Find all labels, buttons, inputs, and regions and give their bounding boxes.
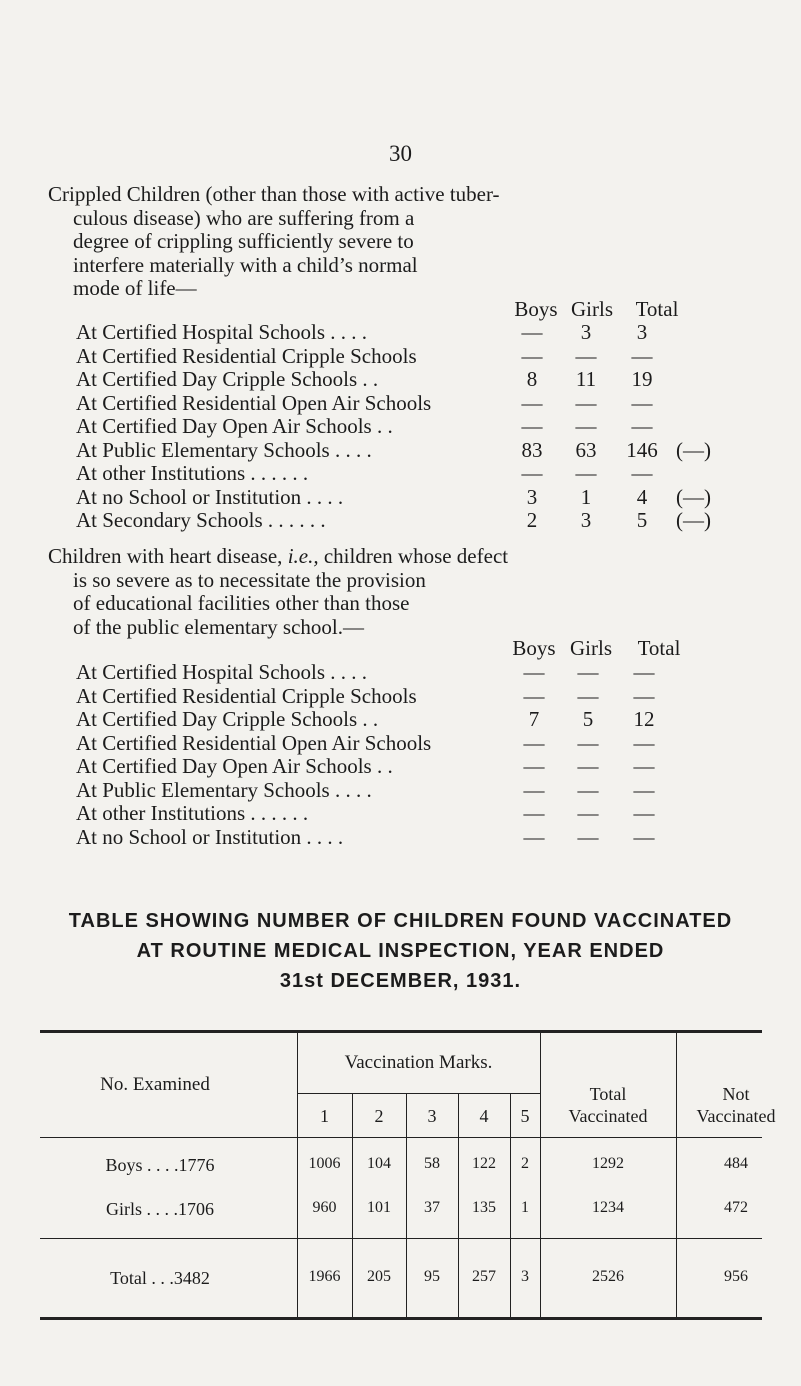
girls-value: 11 xyxy=(575,367,597,391)
boys-value: 8 xyxy=(526,367,538,391)
row-label: At Certified Hospital Schools . . . . xyxy=(76,660,368,684)
total-value: 146 xyxy=(626,437,658,462)
girls-value: — xyxy=(575,343,597,368)
mark-5-value: 3 xyxy=(521,1268,529,1285)
boys-value: 3 xyxy=(526,484,538,509)
boys-value: 83 xyxy=(521,437,543,462)
row-label: At Public Elementary Schools . . . . xyxy=(76,437,372,462)
girls-value: — xyxy=(577,824,599,849)
total-value: — xyxy=(633,730,655,755)
mark-1-value: 1966 xyxy=(308,1268,341,1285)
not-vaccinated-value: 472 xyxy=(724,1199,748,1216)
mark-5-value: 2 xyxy=(521,1155,529,1172)
row-label: At no School or Institution . . . . xyxy=(76,484,344,509)
row-label: At Secondary Schools . . . . . . xyxy=(76,508,326,532)
row-label: At Certified Day Cripple Schools . . xyxy=(76,367,379,391)
bracket-value: (—) xyxy=(676,484,711,509)
row-label: At other Institutions . . . . . . xyxy=(76,461,309,485)
girls-value: — xyxy=(577,660,599,684)
intro-line: of the public elementary school.— xyxy=(73,614,364,639)
boys-value: — xyxy=(523,730,545,755)
boys-value: — xyxy=(521,461,543,485)
header-total-vaccinated-1: Total xyxy=(589,1084,627,1104)
boys-value: — xyxy=(523,683,545,708)
girls-value: — xyxy=(577,801,599,825)
total-value: — xyxy=(633,824,655,849)
total-value: — xyxy=(633,754,655,778)
total-value: — xyxy=(631,414,653,438)
total-value: 4 xyxy=(636,484,648,509)
total-value: 5 xyxy=(636,508,648,532)
girls-value: — xyxy=(577,730,599,755)
heart-disease-intro xyxy=(48,545,748,639)
total-value: 19 xyxy=(631,367,653,391)
row-label: Girls . . . .1706 xyxy=(106,1199,214,1219)
row-label: At no School or Institution . . . . xyxy=(76,824,344,849)
boys-value: — xyxy=(523,824,545,849)
mark-3-value: 37 xyxy=(424,1199,440,1216)
total-vaccinated-value: 1234 xyxy=(592,1199,624,1216)
page-number: 30 xyxy=(389,141,412,166)
header-not-vaccinated-2: Vaccinated xyxy=(696,1106,776,1126)
row-label: At Public Elementary Schools . . . . xyxy=(76,777,372,802)
header-mark-5: 5 xyxy=(520,1106,530,1126)
boys-value: 2 xyxy=(526,508,538,532)
row-label: Boys . . . .1776 xyxy=(105,1155,215,1175)
mark-4-value: 135 xyxy=(472,1199,496,1216)
total-vaccinated-value: 1292 xyxy=(592,1155,624,1172)
header-mark-3: 3 xyxy=(427,1106,437,1126)
total-value: — xyxy=(633,683,655,708)
col-header-boys: Boys xyxy=(512,636,556,660)
row-label: Total . . .3482 xyxy=(110,1268,210,1288)
marks-rule xyxy=(297,1093,540,1094)
intro-line: culous disease) who are suffering from a xyxy=(73,205,415,230)
intro-line: of educational facilities other than those xyxy=(73,591,410,615)
table-title-line-2: AT ROUTINE MEDICAL INSPECTION, YEAR ENDED xyxy=(136,940,665,962)
mark-1-value: 960 xyxy=(312,1199,337,1216)
intro-line: degree of crippling sufficiently severe to xyxy=(73,229,414,253)
girls-value: — xyxy=(577,683,599,708)
boys-value: — xyxy=(521,414,543,438)
row-label: At Certified Residential Cripple Schools xyxy=(76,683,417,708)
girls-value: — xyxy=(575,414,597,438)
row-label: At Certified Residential Open Air Schools xyxy=(76,390,432,415)
mark-4-value: 257 xyxy=(472,1268,496,1285)
mark-2-value: 104 xyxy=(367,1155,391,1172)
girls-value: 3 xyxy=(580,320,592,344)
total-value: 12 xyxy=(633,707,655,731)
row-label: At Certified Hospital Schools . . . . xyxy=(76,320,368,344)
mark-5-value: 1 xyxy=(521,1199,529,1216)
girls-value: 3 xyxy=(580,508,592,532)
col-header-boys: Boys xyxy=(514,297,558,321)
mark-2-value: 205 xyxy=(367,1268,391,1285)
boys-value: — xyxy=(523,777,545,802)
total-value: — xyxy=(633,777,655,802)
col-header-total: Total xyxy=(635,297,679,321)
mark-2-value: 101 xyxy=(367,1199,391,1216)
mark-4-value: 122 xyxy=(472,1155,496,1172)
boys-value: 7 xyxy=(528,707,540,731)
row-label: At other Institutions . . . . . . xyxy=(76,801,309,825)
girls-value: — xyxy=(577,777,599,802)
row-label: At Certified Day Cripple Schools . . xyxy=(76,707,379,731)
girls-value: 1 xyxy=(580,484,592,509)
header-mark-2: 2 xyxy=(374,1106,384,1126)
intro-line: Crippled Children (other than those with active tuber- xyxy=(48,182,500,206)
boys-value: — xyxy=(521,343,543,368)
total-value: — xyxy=(633,801,655,825)
boys-value: — xyxy=(523,754,545,778)
header-mark-1: 1 xyxy=(320,1106,329,1126)
bracket-value: (—) xyxy=(676,437,711,462)
header-no-examined: No. Examined xyxy=(100,1074,210,1095)
girls-value: — xyxy=(575,461,597,485)
intro-line: Children with heart disease, i.e., children whose defect xyxy=(48,544,509,568)
col-header-total: Total xyxy=(637,636,681,660)
table-title-line-3: 31st DECEMBER, 1931. xyxy=(279,970,522,992)
header-bottom-rule xyxy=(40,1137,762,1138)
row-label: At Certified Residential Cripple Schools xyxy=(76,343,417,368)
row-label: At Certified Day Open Air Schools . . xyxy=(76,414,393,438)
table-title-line-1: TABLE SHOWING NUMBER OF CHILDREN FOUND VACCINATED xyxy=(68,910,733,932)
mark-3-value: 95 xyxy=(424,1268,440,1285)
total-value: — xyxy=(633,660,655,684)
total-vaccinated-value: 2526 xyxy=(592,1268,624,1285)
girls-value: — xyxy=(577,754,599,778)
total-value: — xyxy=(631,343,653,368)
not-vaccinated-value: 956 xyxy=(724,1268,748,1285)
girls-value: — xyxy=(575,390,597,415)
table-top-rule xyxy=(40,1030,762,1033)
col-header-girls: Girls xyxy=(571,297,613,321)
boys-value: — xyxy=(521,390,543,415)
row-label: At Certified Residential Open Air Schools xyxy=(76,730,432,755)
intro-line: interfere materially with a child’s normal xyxy=(73,252,418,277)
boys-value: — xyxy=(521,320,543,344)
intro-line: mode of life— xyxy=(73,276,197,300)
not-vaccinated-value: 484 xyxy=(724,1155,748,1172)
boys-value: — xyxy=(523,660,545,684)
girls-value: 5 xyxy=(582,707,594,731)
total-value: 3 xyxy=(636,320,648,344)
header-not-vaccinated-1: Not xyxy=(722,1084,750,1104)
table-bottom-rule xyxy=(40,1317,762,1320)
bracket-value: (—) xyxy=(676,508,711,532)
crippled-intro xyxy=(48,183,748,301)
girls-value: 63 xyxy=(575,437,597,462)
intro-line: is so severe as to necessitate the provision xyxy=(73,567,426,592)
mark-3-value: 58 xyxy=(424,1155,440,1172)
boys-value: — xyxy=(523,801,545,825)
total-value: — xyxy=(631,461,653,485)
totals-rule xyxy=(40,1238,762,1239)
row-label: At Certified Day Open Air Schools . . xyxy=(76,754,393,778)
header-total-vaccinated-2: Vaccinated xyxy=(568,1106,648,1126)
header-mark-4: 4 xyxy=(479,1106,489,1126)
mark-1-value: 1006 xyxy=(308,1155,341,1172)
total-value: — xyxy=(631,390,653,415)
header-vaccination-marks: Vaccination Marks. xyxy=(344,1052,493,1073)
col-header-girls: Girls xyxy=(570,636,612,660)
